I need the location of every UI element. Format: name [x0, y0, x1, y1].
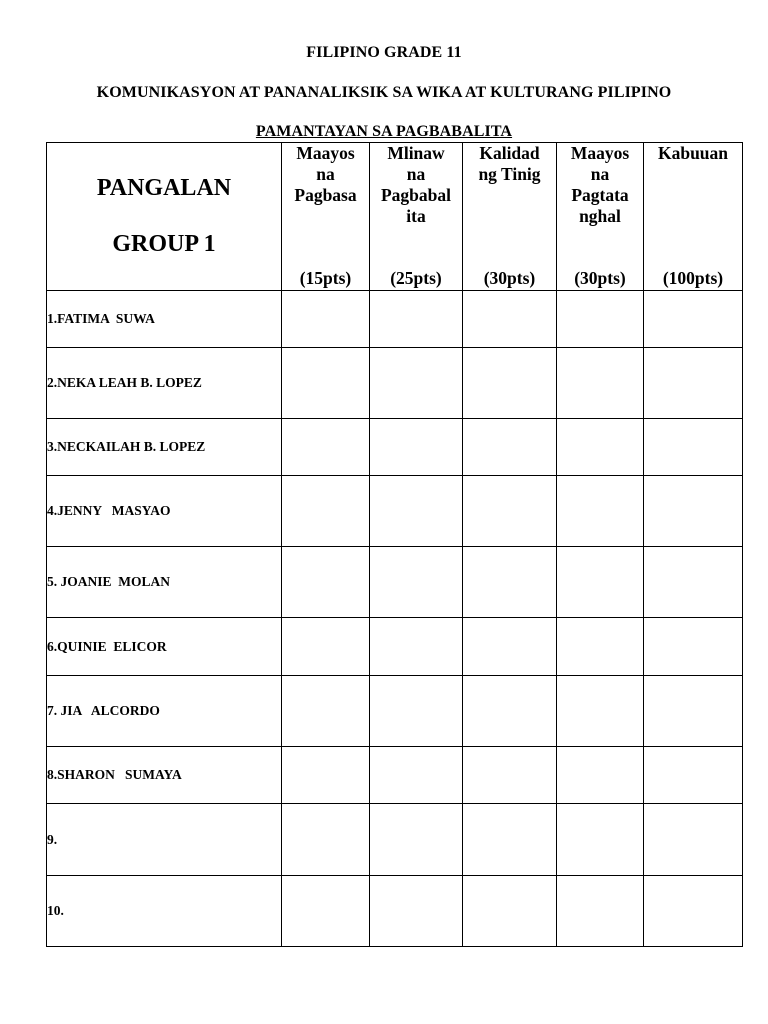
rubric-title: PAMANTAYAN SA PAGBABALITA	[255, 123, 513, 140]
student-name: 4.JENNY MASYAO	[47, 476, 282, 547]
score-cell[interactable]	[463, 419, 557, 476]
student-name: 1.FATIMA SUWA	[47, 291, 282, 348]
group-label: GROUP 1	[112, 231, 216, 257]
score-cell[interactable]	[557, 291, 644, 348]
score-cell[interactable]	[557, 348, 644, 419]
student-name: 10.	[47, 876, 282, 947]
criterion-header	[282, 143, 370, 291]
table-row	[47, 876, 743, 947]
table-row	[47, 618, 743, 676]
score-cell[interactable]	[463, 804, 557, 876]
score-cell[interactable]	[282, 876, 370, 947]
score-cell[interactable]	[370, 876, 463, 947]
name-header-label: PANGALAN	[96, 175, 232, 201]
table-row	[47, 676, 743, 747]
score-cell[interactable]	[282, 348, 370, 419]
criterion-points: (15pts)	[299, 268, 352, 288]
score-cell[interactable]	[282, 804, 370, 876]
score-cell[interactable]	[282, 476, 370, 547]
score-cell[interactable]	[370, 747, 463, 804]
table-row	[47, 804, 743, 876]
score-cell[interactable]	[557, 804, 644, 876]
score-cell[interactable]	[282, 676, 370, 747]
criterion-points: (30pts)	[483, 268, 536, 288]
score-cell[interactable]	[282, 747, 370, 804]
score-cell[interactable]	[463, 291, 557, 348]
score-cell[interactable]	[463, 876, 557, 947]
score-cell[interactable]	[370, 804, 463, 876]
score-cell[interactable]	[370, 618, 463, 676]
score-cell[interactable]	[370, 676, 463, 747]
score-cell[interactable]	[644, 291, 743, 348]
student-name: 7. JIA ALCORDO	[47, 676, 282, 747]
score-cell[interactable]	[557, 476, 644, 547]
criterion-header	[557, 143, 644, 291]
score-cell[interactable]	[463, 476, 557, 547]
student-name: 5. JOANIE MOLAN	[47, 547, 282, 618]
criterion-label: Kabuuan	[657, 143, 729, 163]
student-name: 6.QUINIE ELICOR	[47, 618, 282, 676]
criterion-label: Maayos na Pagbasa	[294, 143, 357, 205]
score-cell[interactable]	[557, 618, 644, 676]
table-row	[47, 476, 743, 547]
score-cell[interactable]	[282, 547, 370, 618]
document-title: FILIPINO GRADE 11	[306, 44, 462, 61]
score-cell[interactable]	[463, 547, 557, 618]
score-cell[interactable]	[644, 876, 743, 947]
table-header-row	[47, 143, 743, 291]
score-cell[interactable]	[463, 747, 557, 804]
score-cell[interactable]	[370, 291, 463, 348]
score-cell[interactable]	[557, 419, 644, 476]
grading-table	[46, 142, 743, 947]
criterion-header	[370, 143, 463, 291]
score-cell[interactable]	[463, 618, 557, 676]
score-cell[interactable]	[370, 348, 463, 419]
score-cell[interactable]	[370, 547, 463, 618]
score-cell[interactable]	[282, 419, 370, 476]
score-cell[interactable]	[463, 676, 557, 747]
table-row	[47, 291, 743, 348]
criterion-points: (100pts)	[662, 268, 724, 288]
table-row	[47, 747, 743, 804]
score-cell[interactable]	[557, 747, 644, 804]
score-cell[interactable]	[557, 676, 644, 747]
score-cell[interactable]	[282, 291, 370, 348]
score-cell[interactable]	[644, 476, 743, 547]
score-cell[interactable]	[644, 618, 743, 676]
score-cell[interactable]	[644, 804, 743, 876]
table-row	[47, 348, 743, 419]
student-name: 8.SHARON SUMAYA	[47, 747, 282, 804]
score-cell[interactable]	[370, 476, 463, 547]
table-row	[47, 419, 743, 476]
criterion-header	[463, 143, 557, 291]
student-name: 2.NEKA LEAH B. LOPEZ	[47, 348, 282, 419]
criterion-label: Kalidad ng Tinig	[478, 143, 541, 184]
score-cell[interactable]	[644, 348, 743, 419]
criterion-label: Maayos na Pagtata nghal	[570, 143, 630, 226]
score-cell[interactable]	[370, 419, 463, 476]
score-cell[interactable]	[644, 676, 743, 747]
table-row	[47, 547, 743, 618]
score-cell[interactable]	[644, 419, 743, 476]
score-cell[interactable]	[463, 348, 557, 419]
score-cell[interactable]	[644, 547, 743, 618]
score-cell[interactable]	[644, 747, 743, 804]
score-cell[interactable]	[557, 547, 644, 618]
criterion-header	[644, 143, 743, 291]
student-name: 9.	[47, 804, 282, 876]
criterion-points: (30pts)	[574, 268, 626, 288]
name-column-header	[47, 143, 282, 291]
score-cell[interactable]	[282, 618, 370, 676]
criterion-label: Mlinaw na Pagbabal ita	[380, 143, 452, 226]
criterion-points: (25pts)	[390, 268, 442, 288]
score-cell[interactable]	[557, 876, 644, 947]
document-subtitle: KOMUNIKASYON AT PANANALIKSIK SA WIKA AT KULTURANG PILIPINO	[96, 84, 672, 101]
student-name: 3.NECKAILAH B. LOPEZ	[47, 419, 282, 476]
